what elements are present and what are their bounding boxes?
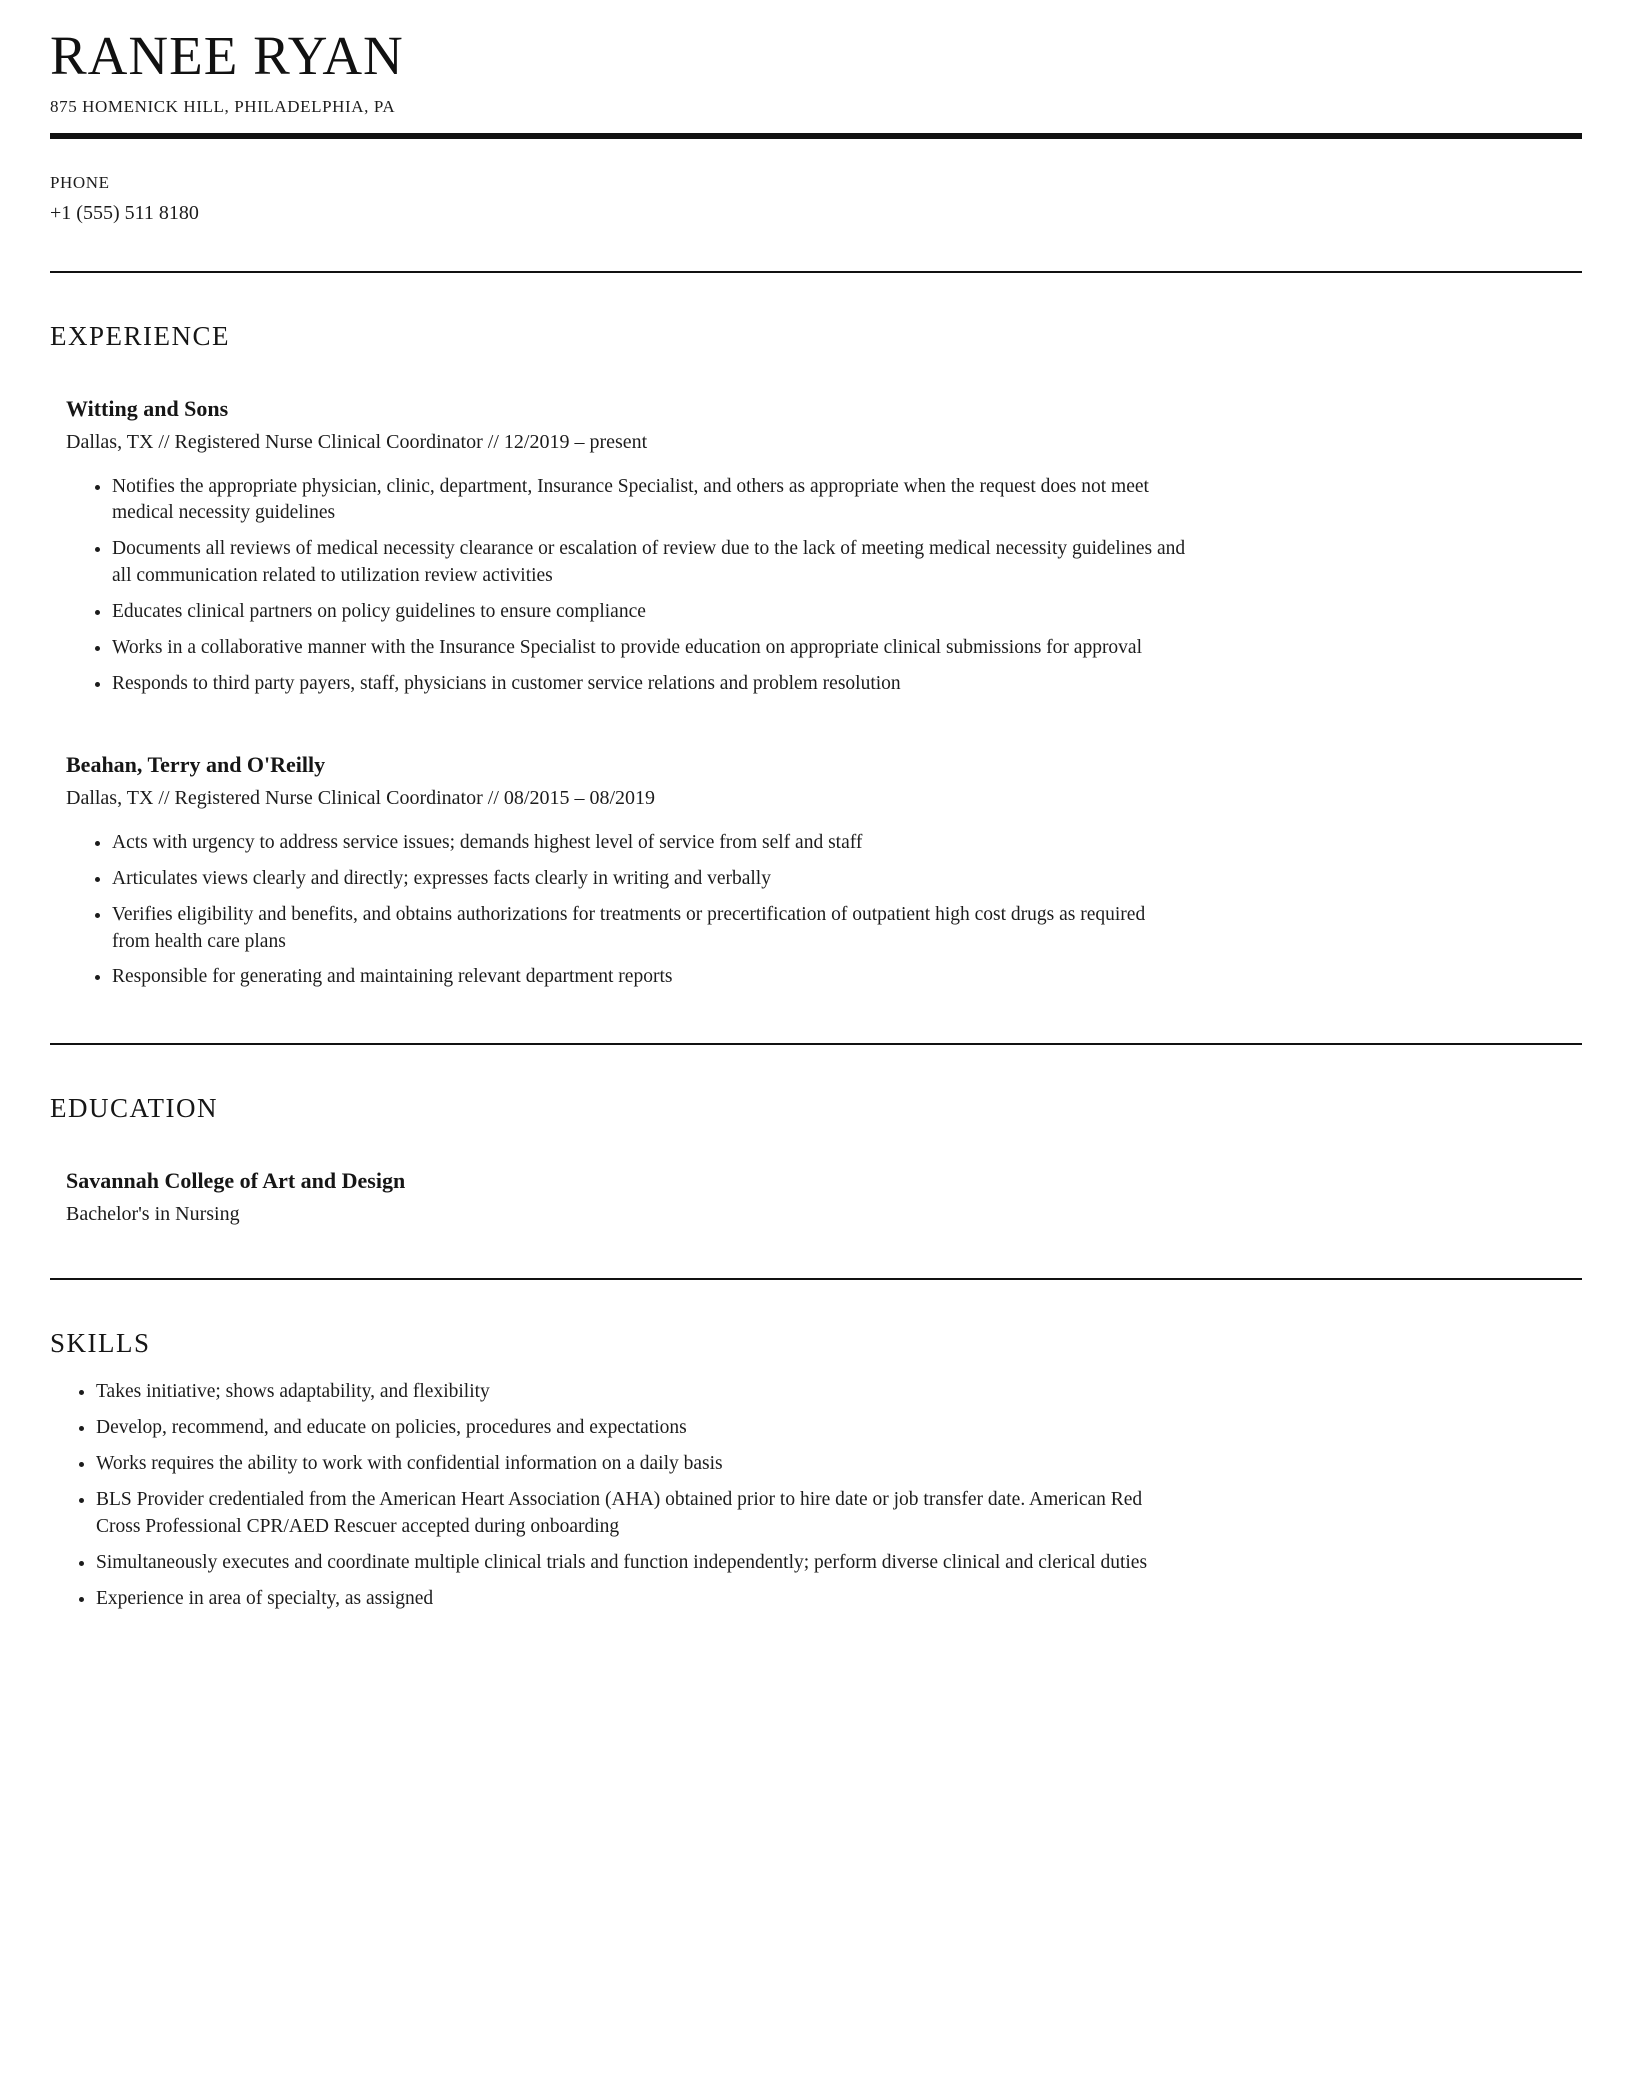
job-bullet-list — [82, 830, 1187, 992]
job-bullet-list — [82, 474, 1187, 698]
education-divider — [50, 1278, 1582, 1280]
experience-section — [50, 321, 1582, 992]
job-entry — [66, 396, 1582, 698]
contact-divider — [50, 271, 1582, 273]
skill-bullet: • Takes initiative; shows adaptability, and flexibility — [96, 1379, 1171, 1406]
job-entry — [66, 752, 1582, 992]
resume-header — [50, 26, 1582, 117]
header-divider — [50, 133, 1582, 139]
phone-label: PHONE — [50, 172, 110, 192]
section-title-education: EDUCATION — [50, 1093, 218, 1124]
job-company: Witting and Sons — [66, 395, 229, 421]
resume-name: RANEE RYAN — [50, 25, 404, 86]
education-entry — [66, 1168, 1582, 1226]
job-bullet: • Works in a collaborative manner with the Insurance Specialist to provide education on appropriate clinical submissions for approval — [112, 635, 1187, 662]
skills-bullet-list — [66, 1379, 1171, 1612]
skill-bullet: • Experience in area of specialty, as assigned — [96, 1586, 1171, 1613]
job-meta: Dallas, TX // Registered Nurse Clinical Coordinator // 08/2015 – 08/2019 — [66, 786, 655, 809]
resume-address: 875 HOMENICK HILL, PHILADELPHIA, PA — [50, 96, 396, 116]
skill-bullet: • BLS Provider credentialed from the American Heart Association (AHA) obtained prior to hire date or job transfer date. American Red Cross Professional CPR/AED Rescuer accepted during onboarding — [96, 1487, 1171, 1541]
job-bullet: • Verifies eligibility and benefits, and obtains authorizations for treatments or precertification of outpatient high cost drugs as required from health care plans — [112, 902, 1187, 956]
job-bullet: • Acts with urgency to address service issues; demands highest level of service from self and staff — [112, 830, 1187, 857]
skill-bullet: • Works requires the ability to work with confidential information on a daily basis — [96, 1451, 1171, 1478]
contact-section — [50, 173, 1582, 225]
job-bullet: • Responsible for generating and maintaining relevant department reports — [112, 964, 1187, 991]
job-meta: Dallas, TX // Registered Nurse Clinical Coordinator // 12/2019 – present — [66, 430, 648, 453]
job-company: Beahan, Terry and O'Reilly — [66, 751, 326, 777]
skill-bullet: • Develop, recommend, and educate on policies, procedures and expectations — [96, 1415, 1171, 1442]
section-title-skills: SKILLS — [50, 1328, 151, 1359]
education-school: Savannah College of Art and Design — [66, 1168, 406, 1194]
skill-bullet: • Simultaneously executes and coordinate multiple clinical trials and function independently; perform diverse clinical and clerical duties — [96, 1550, 1171, 1577]
job-bullet: • Articulates views clearly and directly; expresses facts clearly in writing and verbally — [112, 866, 1187, 893]
job-bullet: • Notifies the appropriate physician, clinic, department, Insurance Specialist, and others as appropriate when the request does not meet medical necessity guidelines — [112, 474, 1187, 528]
education-degree: Bachelor's in Nursing — [66, 1203, 240, 1226]
job-bullet: • Responds to third party payers, staff, physicians in customer service relations and problem resolution — [112, 671, 1187, 698]
section-title-experience: EXPERIENCE — [50, 320, 230, 351]
skills-section — [50, 1328, 1582, 1612]
education-section — [50, 1093, 1582, 1226]
job-bullet: • Educates clinical partners on policy guidelines to ensure compliance — [112, 599, 1187, 626]
phone-value: +1 (555) 511 8180 — [50, 201, 199, 224]
experience-divider — [50, 1043, 1582, 1045]
job-bullet: • Documents all reviews of medical necessity clearance or escalation of review due to the lack of meeting medical necessity guidelines and all communication related to utilization review activities — [112, 536, 1187, 590]
